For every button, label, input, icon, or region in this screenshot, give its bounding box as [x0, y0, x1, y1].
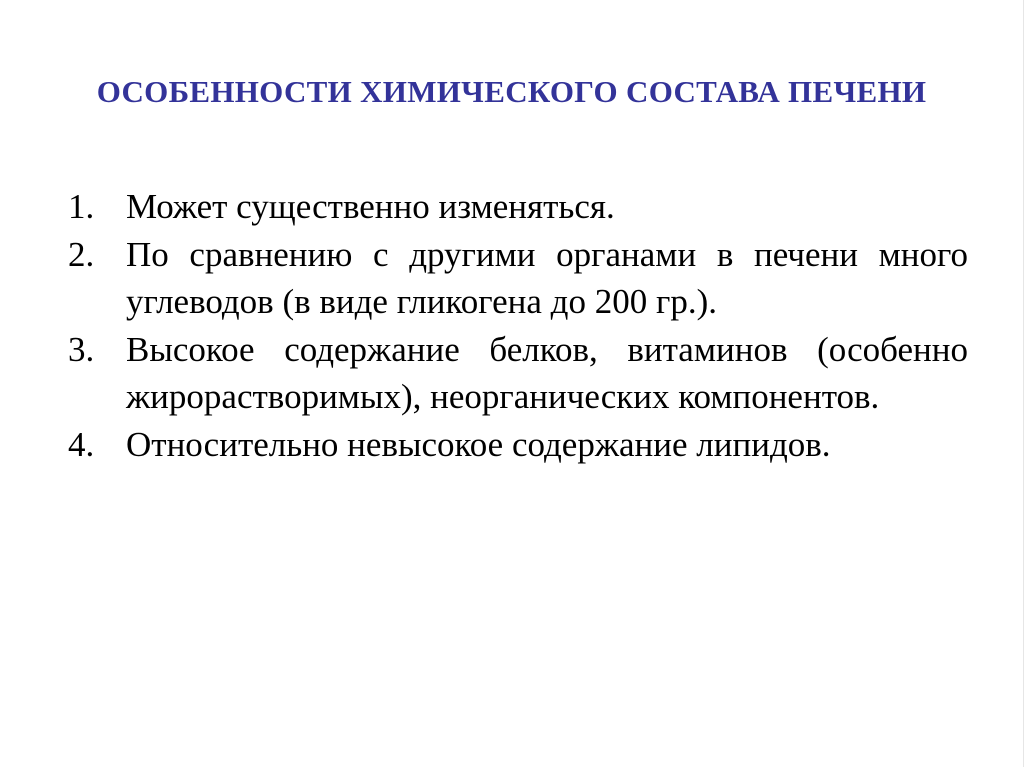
list-item	[68, 231, 968, 325]
list-item-text: Может существенно изменяться.	[126, 187, 615, 226]
list-item-text: По сравнению с другими органами в печени много углеводов (в виде гликогена до 200 гр.).	[126, 235, 968, 321]
list-item-number: 2.	[68, 235, 95, 274]
list-item	[68, 183, 968, 230]
list-item-number: 4.	[68, 425, 95, 464]
list-item-number: 1.	[68, 187, 95, 226]
list-item-text: Высокое содержание белков, витаминов (особенно жирорастворимых), неорганических компонентов.	[126, 330, 968, 416]
list-item-number: 3.	[68, 330, 95, 369]
list-item	[68, 326, 968, 420]
slide-title: ОСОБЕННОСТИ ХИМИЧЕСКОГО СОСТАВА ПЕЧЕНИ	[96, 74, 927, 109]
feature-list	[68, 183, 968, 469]
list-item	[68, 421, 968, 468]
list-item-text: Относительно невысокое содержание липидов.	[126, 425, 831, 464]
